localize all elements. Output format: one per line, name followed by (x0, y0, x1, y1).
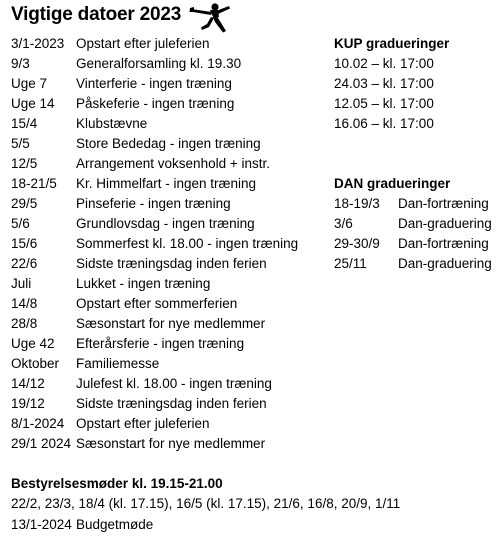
list-item (11, 394, 298, 414)
event-text: Vinterferie - ingen træning (76, 76, 232, 91)
list-item (11, 154, 298, 174)
event-date: Juli (11, 276, 32, 291)
dan-text: Dan-fortræning (398, 196, 489, 211)
event-text: Store Bededag - ingen træning (76, 136, 261, 151)
event-date: 9/3 (11, 56, 30, 71)
board-meetings (11, 474, 400, 514)
event-text: Generalforsamling kl. 19.30 (76, 56, 242, 71)
list-item (11, 114, 298, 134)
event-text: Sæsonstart for nye medlemmer (76, 436, 266, 451)
budget-text: Budgetmøde (76, 517, 154, 532)
list-item (11, 274, 298, 294)
event-date: 14/12 (11, 376, 45, 391)
page-title: Vigtige datoer 2023 (11, 4, 182, 25)
event-date: Uge 7 (11, 76, 48, 91)
karate-kick-icon (188, 1, 232, 33)
dan-item (334, 194, 492, 214)
dan-text: Dan-fortræning (398, 236, 489, 251)
event-text: Opstart efter juleferien (76, 36, 210, 51)
event-text: Sidste træningsdag inden ferien (76, 396, 267, 411)
events-list (11, 34, 298, 454)
kup-item: 16.06 – kl. 17:00 (334, 116, 434, 131)
event-date: 19/12 (11, 396, 45, 411)
dan-text: Dan-graduering (398, 216, 492, 231)
event-date: 8/1-2024 (11, 416, 65, 431)
event-date: 15/4 (11, 116, 38, 131)
event-text: Sidste træningsdag inden ferien (76, 256, 267, 271)
list-item (11, 414, 298, 434)
board-dates: 22/2, 23/3, 18/4 (kl. 17.15), 16/5 (kl. 17.15), 21/6, 16/8, 20/9, 1/11 (11, 496, 401, 511)
event-text: Klubstævne (76, 116, 148, 131)
list-item (11, 334, 298, 354)
event-text: Lukket - ingen træning (76, 276, 211, 291)
dan-text: Dan-graduering (398, 256, 492, 271)
list-item (11, 434, 298, 454)
event-date: 18-21/5 (11, 176, 57, 191)
event-date: 3/1-2023 (11, 36, 65, 51)
dan-date: 25/11 (334, 256, 367, 271)
dan-heading: DAN gradueringer (334, 176, 451, 191)
event-date: 5/6 (11, 216, 30, 231)
event-date: 29/1 2024 (11, 436, 72, 451)
event-date: Oktober (11, 356, 60, 371)
list-item (11, 374, 298, 394)
event-text: Påskeferie - ingen træning (76, 96, 235, 111)
dan-date: 3/6 (334, 216, 353, 231)
event-date: 5/5 (11, 136, 30, 151)
event-date: 12/5 (11, 156, 38, 171)
event-text: Pinseferie - ingen træning (76, 196, 231, 211)
event-text: Sommerfest kl. 18.00 - ingen træning (76, 236, 299, 251)
event-text: Arrangement voksenhold + instr. (76, 156, 270, 171)
event-text: Efterårsferie - ingen træning (76, 336, 245, 351)
kup-item: 24.03 – kl. 17:00 (334, 76, 434, 91)
event-text: Sæsonstart for nye medlemmer (76, 316, 266, 331)
list-item (11, 174, 298, 194)
budget-meeting (11, 515, 153, 535)
event-date: Uge 14 (11, 96, 55, 111)
event-date: 14/8 (11, 296, 38, 311)
event-text: Opstart efter sommerferien (76, 296, 238, 311)
event-text: Julefest kl. 18.00 - ingen træning (76, 376, 272, 391)
list-item (11, 134, 298, 154)
list-item (11, 34, 298, 54)
list-item (11, 214, 298, 234)
list-item (11, 294, 298, 314)
list-item (11, 314, 298, 334)
list-item (11, 94, 298, 114)
dan-item (334, 254, 492, 274)
event-text: Grundlovsdag - ingen træning (76, 216, 255, 231)
dan-item (334, 214, 492, 234)
list-item (11, 194, 298, 214)
list-item (11, 254, 298, 274)
kup-item: 10.02 – kl. 17:00 (334, 56, 434, 71)
event-date: 29/5 (11, 196, 38, 211)
event-text: Opstart efter juleferien (76, 416, 210, 431)
list-item (11, 74, 298, 94)
dan-section (334, 174, 492, 274)
list-item (11, 234, 298, 254)
kup-heading: KUP gradueringer (334, 36, 450, 51)
event-text: Kr. Himmelfart - ingen træning (76, 176, 257, 191)
list-item (11, 354, 298, 374)
dan-item (334, 234, 492, 254)
dan-date: 18-19/3 (334, 196, 380, 211)
event-date: 28/8 (11, 316, 38, 331)
event-date: Uge 42 (11, 336, 55, 351)
event-date: 22/6 (11, 256, 38, 271)
budget-date: 13/1-2024 (11, 517, 72, 532)
kup-item: 12.05 – kl. 17:00 (334, 96, 434, 111)
list-item (11, 54, 298, 74)
event-text: Familiemesse (76, 356, 160, 371)
event-date: 15/6 (11, 236, 38, 251)
board-heading: Bestyrelsesmøder kl. 19.15-21.00 (11, 476, 223, 491)
dan-date: 29-30/9 (334, 236, 380, 251)
kup-section (334, 34, 449, 134)
